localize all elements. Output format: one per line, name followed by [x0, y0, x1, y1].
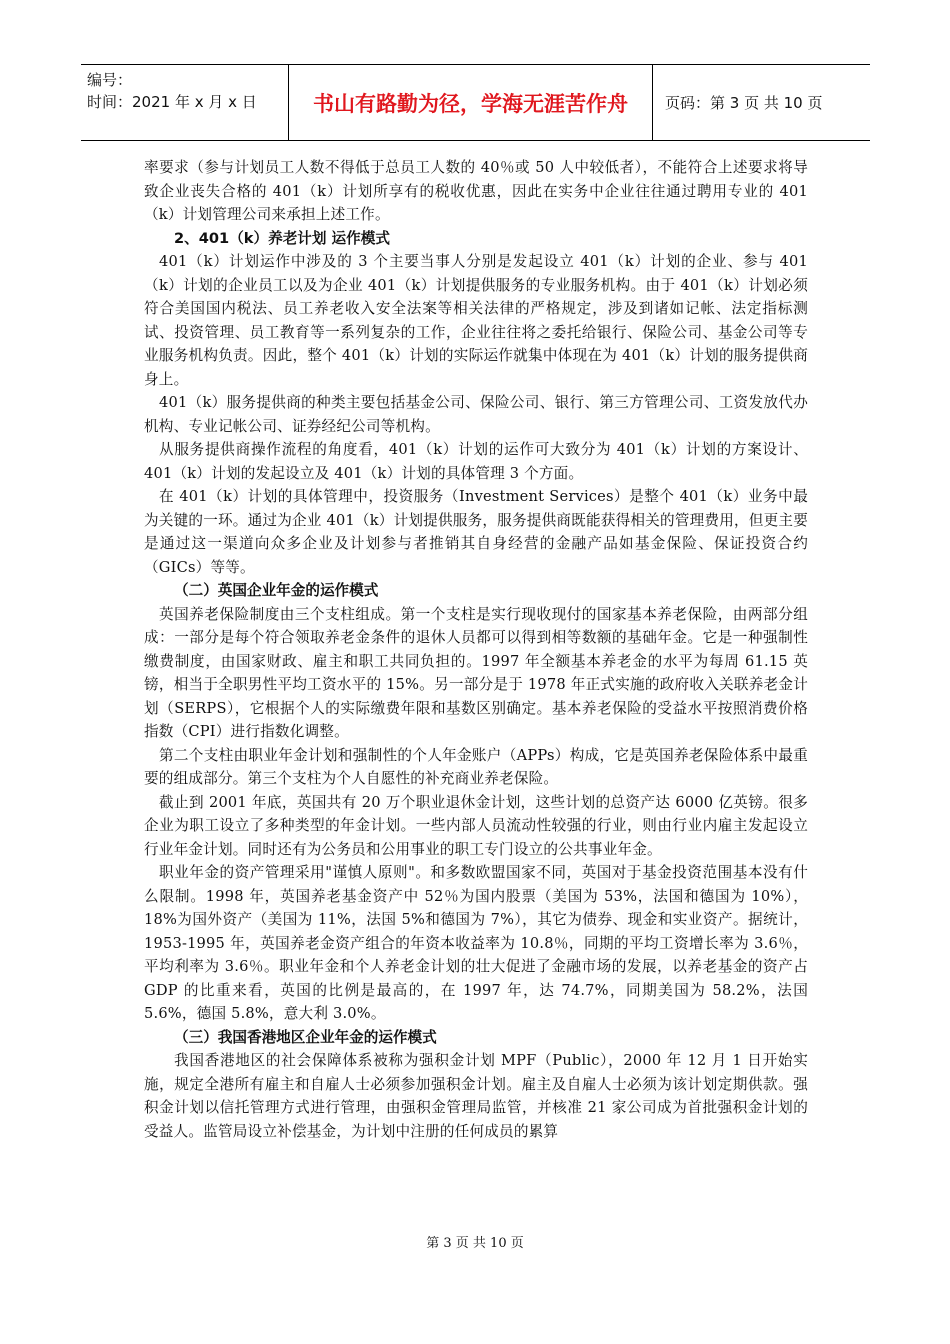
paragraph: 在 401（k）计划的具体管理中，投资服务（Investment Services）是整个 401（k）业务中最为关键的一环。通过为企业 401（k）计划提供服务，服务提供商既能获得相关的管理费用，但更主要是通过这一渠道向众多企业及计划参与者推销其自身经营的金融产品如基金保险、保证投资合约（GICs）等等。	[144, 488, 808, 576]
header-motto: 书山有路勤为径，学海无涯苦作舟	[288, 65, 653, 140]
paragraph: 率要求（参与计划员工人数不得低于总员工人数的 40％或 50 人中较低者），不能符合上述要求将导致企业丧失合格的 401（k）计划所享有的税收优惠，因此在实务中企业往往通过聘用专业的 401（k）计划管理公司来承担上述工作。	[144, 159, 808, 223]
section-heading: （三）我国香港地区企业年金的运作模式	[174, 1028, 437, 1046]
page-header	[81, 64, 870, 141]
paragraph: 英国养老保险制度由三个支柱组成。第一个支柱是实行现收现付的国家基本养老保险，由两部分组成：一部分是每个符合领取养老金条件的退休人员都可以得到相等数额的基础年金。它是一种强制性缴费制度，由国家财政、雇主和职工共同负担的。1997 年全额基本养老金的水平为每周 61.15 英镑，相当于全职男性平均工资水平的 15%。另一部分是于 1978 年正式实施的政府收入关联养老金计划（SERPS），它根据个人的实际缴费年限和基数区别确定。基本养老保险的受益水平按照消费价格指数（CPI）进行指数化调整。	[144, 605, 808, 740]
page-label: 页码：第 3 页 共 10 页	[665, 94, 823, 112]
document-body	[144, 156, 808, 1143]
paragraph: 第二个支柱由职业年金计划和强制性的个人年金账户（APPs）构成，它是英国养老保险体系中最重要的组成部分。第三个支柱为个人自愿性的补充商业养老保险。	[144, 746, 808, 787]
paragraph: 职业年金的资产管理采用"谨慎人原则"。和多数欧盟国家不同，英国对于基金投资范围基本没有什么限制。1998 年，英国养老基金资产中 52％为国内股票（美国为 53%，法国和德国为 10%），18%为国外资产（美国为 11%，法国 5%和德国为 7%），其它为债券、现金和实业资产。据统计，1953-1995 年，英国养老金资产组合的年资本收益率为 10.8％，同期的平均工资增长率为 3.6％，平均利率为 3.6％。职业年金和个人养老金计划的壮大促进了金融市场的发展，以养老基金的资产占 GDP 的比重来看，英国的比例是最高的，在 1997 年，达 74.7%，同期美国为 58.2%，法国 5.6%，德国 5.8%，意大利 3.0%。	[144, 864, 808, 1022]
paragraph: 401（k）计划运作中涉及的 3 个主要当事人分别是发起设立 401（k）计划的企业、参与 401（k）计划的企业员工以及为企业 401（k）计划提供服务的专业服务机构。由于 401（k）计划必须符合美国国内税法、员工养老收入安全法案等相关法律的严格规定，涉及到诸如记帐、法定指标测试、投资管理、员工教育等一系列复杂的工作，企业往往将之委托给银行、保险公司、基金公司等专业服务机构负责。因此，整个 401（k）计划的实际运作就集中体现在为 401（k）计划的服务提供商身上。	[144, 253, 808, 388]
paragraph: 我国香港地区的社会保障体系被称为强积金计划 MPF（Public），2000 年 12 月 1 日开始实施，规定全港所有雇主和自雇人士必须参加强积金计划。雇主及自雇人士必须为该计划定期供款。强积金计划以信托管理方式进行管理，由强积金管理局监管，并核准 21 家公司成为首批强积金计划的受益人。监管局设立补偿基金，为计划中注册的任何成员的累算	[144, 1052, 808, 1140]
header-meta	[87, 69, 257, 113]
page-footer: 第 3 页 共 10 页	[426, 1236, 524, 1251]
section-heading: （二）英国企业年金的运作模式	[174, 582, 379, 599]
paragraph: 401（k）服务提供商的种类主要包括基金公司、保险公司、银行、第三方管理公司、工资发放代办机构、专业记帐公司、证券经纪公司等机构。	[144, 394, 808, 435]
paragraph: 截止到 2001 年底，英国共有 20 万个职业退休金计划，这些计划的总资产达 6000 亿英镑。很多企业为职工设立了多种类型的年金计划。一些内部人员流动性较强的行业，则由行业内雇主发起设立行业年金计划。同时还有为公务员和公用事业的职工专门设立的公共事业年金。	[144, 793, 808, 858]
number-label: 编号：	[87, 71, 133, 89]
section-heading: 2、401（k）养老计划 运作模式	[174, 229, 390, 247]
paragraph: 从服务提供商操作流程的角度看，401（k）计划的运作可大致分为 401（k）计划的方案设计、401（k）计划的发起设立及 401（k）计划的具体管理 3 个方面。	[144, 441, 808, 482]
time-label: 时间：2021 年 x 月 x 日	[87, 93, 257, 111]
